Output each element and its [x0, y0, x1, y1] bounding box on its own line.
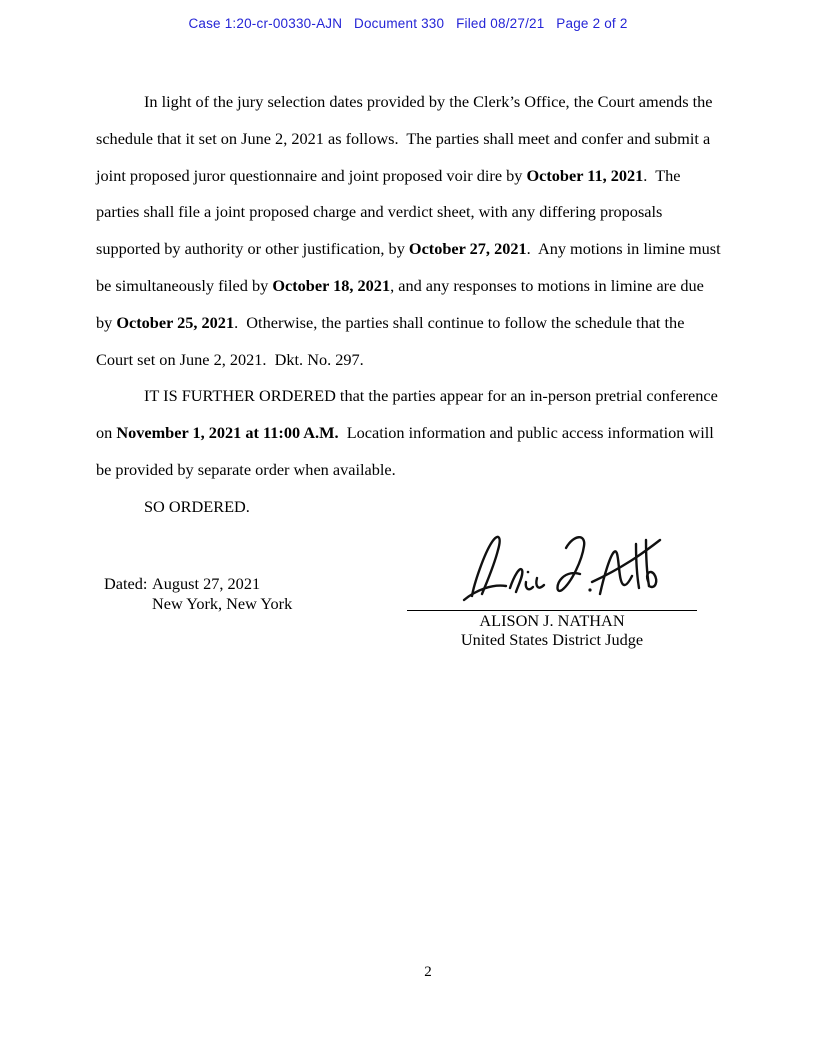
dated-date: August 27, 2021 — [152, 574, 261, 593]
conference-datetime: November 1, 2021 at 11:00 A.M. — [116, 423, 339, 443]
deadline-date: October 18, 2021 — [272, 275, 391, 295]
signer-identity — [407, 612, 697, 649]
text-segment: , and any responses to motions in limine are due by — [96, 275, 708, 332]
order-paragraph-schedule — [96, 84, 725, 378]
signer-title: United States District Judge — [460, 629, 644, 649]
handwritten-signature-icon — [462, 528, 662, 604]
dated-place: New York, New York — [152, 593, 293, 613]
text-segment: . The parties shall file a joint proposed charge and verdict sheet, with any differing proposals supported by authority or other justification, by — [96, 165, 685, 259]
deadline-date: October 25, 2021 — [116, 312, 235, 332]
dated-block — [104, 574, 292, 613]
text-segment: Location information and public access information will be provided by separate order when available. — [96, 423, 718, 479]
signer-name: ALISON J. NATHAN — [479, 611, 625, 630]
so-ordered-line — [96, 489, 722, 526]
deadline-date: October 27, 2021 — [408, 239, 527, 259]
order-body — [96, 84, 725, 526]
text-segment: In light of the jury selection dates provided by the Clerk’s Office, the Court amends the schedule that it set on June 2, 2021 as follows. The parties shall meet and confer and submit a joint proposed juror questionnaire and joint proposed voir dire by — [96, 92, 717, 185]
text-segment: . Otherwise, the parties shall continue to follow the schedule that the Court set on June 2, 2021. Dkt. No. 297. — [96, 312, 689, 369]
dated-label: Dated: — [104, 574, 148, 593]
dated-row — [104, 574, 292, 594]
dated-row — [104, 594, 292, 614]
page-number: 2 — [424, 964, 432, 980]
deadline-date: October 11, 2021 — [526, 165, 644, 185]
text-segment: . Any motions in limine must be simultaneously filed by — [96, 239, 725, 295]
order-paragraph-conference — [96, 378, 722, 488]
case-header-text: Case 1:20-cr-00330-AJN Document 330 Filed 08/27/21 Page 2 of 2 — [188, 16, 628, 31]
text-segment: SO ORDERED. — [144, 496, 250, 516]
text-segment: IT IS FURTHER ORDERED that the parties appear for an in-person pretrial conference on — [96, 386, 722, 443]
case-header-stamp — [0, 16, 816, 31]
